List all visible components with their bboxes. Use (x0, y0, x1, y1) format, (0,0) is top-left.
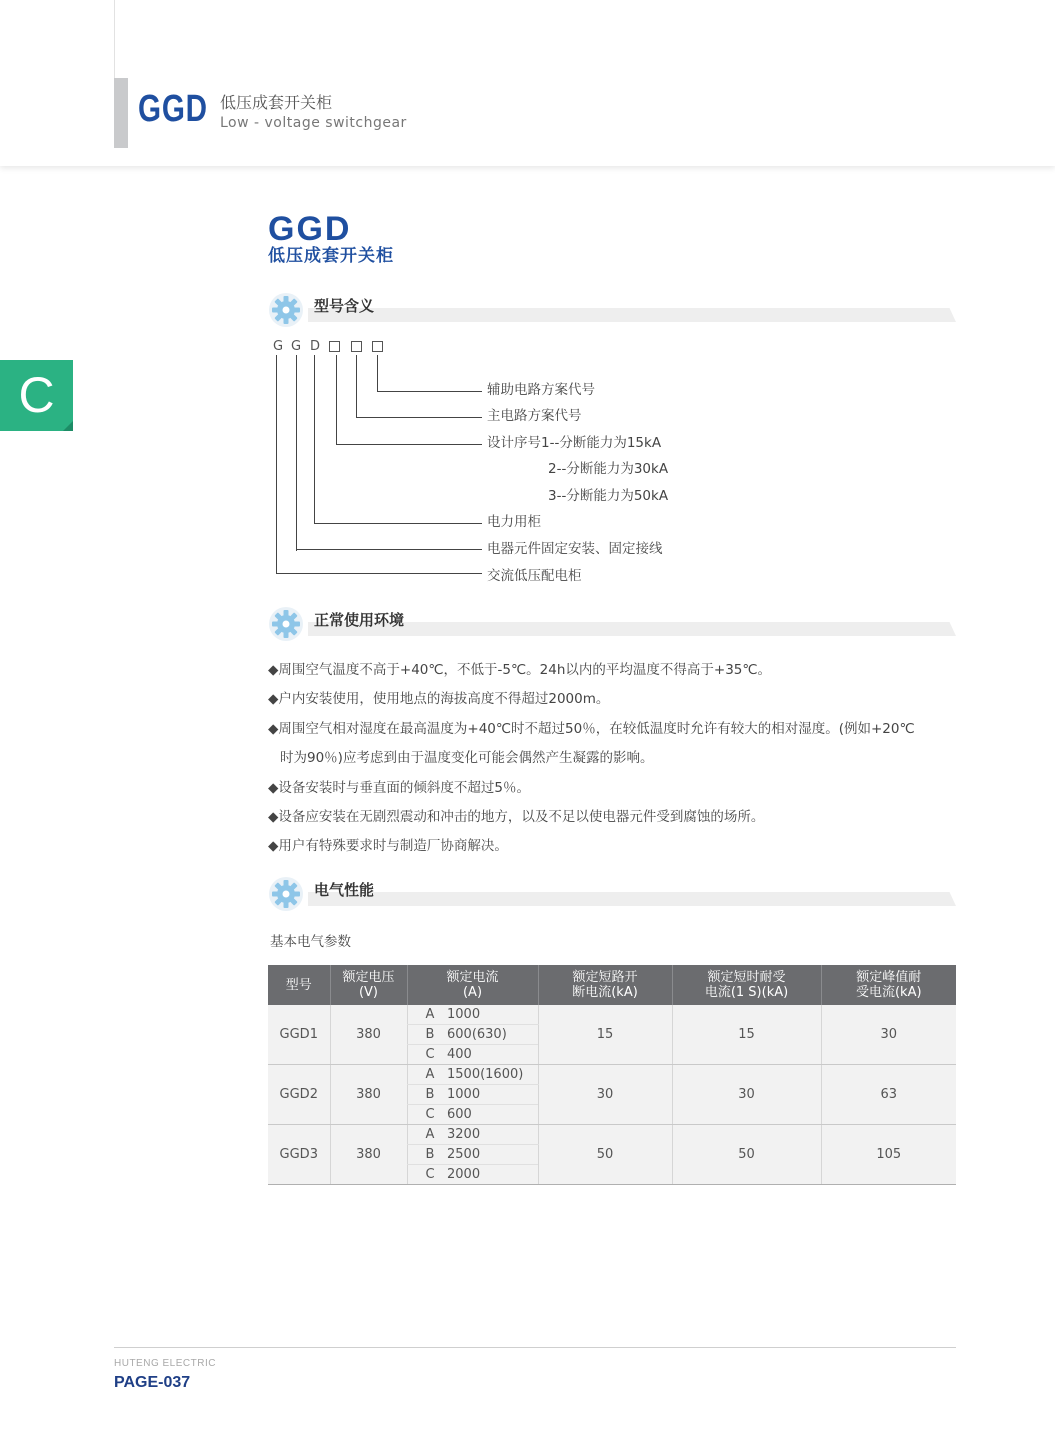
diagram-line (336, 444, 482, 445)
cell-grade: B (407, 1145, 429, 1165)
diagram-line (314, 355, 315, 524)
table-row (268, 1005, 956, 1025)
cell-current: 400 (429, 1045, 538, 1065)
cell-current: 1500(1600) (429, 1065, 538, 1085)
cell-model: GGD3 (268, 1125, 330, 1185)
environment-item: ◆周围空气相对湿度在最高温度为+40℃时不超过50％，在较低温度时允许有较大的相对湿度。(例如+20℃ (268, 721, 915, 737)
header-title-en: Low - voltage switchgear (220, 115, 407, 131)
header-title-cn: 低压成套开关柜 (220, 93, 333, 112)
diagram-line (276, 355, 277, 573)
code-letter-d: D (310, 339, 321, 354)
code-letter-g1: G (273, 339, 284, 354)
code-meaning: 3--分断能力为50kA (548, 488, 669, 504)
cell-peak: 105 (821, 1125, 956, 1185)
header-current: 额定电流 (A) (407, 965, 538, 1005)
cell-current: 600(630) (429, 1025, 538, 1045)
section-electrical (268, 874, 956, 914)
section-title: 电气性能 (314, 881, 375, 899)
cell-grade: A (407, 1005, 429, 1025)
environment-item: ◆周围空气温度不高于+40℃，不低于-5℃。24h以内的平均温度不得高于+35℃。 (268, 662, 772, 678)
code-box-2 (351, 341, 362, 352)
section-title: 型号含义 (314, 297, 375, 315)
cell-voltage: 380 (330, 1005, 407, 1065)
header-model: 型号 (268, 965, 330, 1005)
section-rule (308, 308, 956, 322)
code-letter-g2: G (291, 339, 302, 354)
section-environment (268, 604, 956, 644)
section-title: 正常使用环境 (314, 611, 405, 629)
header-breaking: 额定短路开 断电流(kA) (538, 965, 672, 1005)
diagram-line (356, 355, 357, 418)
product-model: GGD (268, 210, 352, 248)
diagram-line (314, 523, 482, 524)
section-rule (308, 892, 956, 906)
section-rule (308, 622, 956, 636)
cell-current: 1000 (429, 1085, 538, 1105)
cell-grade: C (407, 1045, 429, 1065)
cell-current: 2500 (429, 1145, 538, 1165)
cell-grade: A (407, 1125, 429, 1145)
cell-short-time: 50 (672, 1125, 821, 1185)
diagram-line (296, 355, 297, 551)
cell-breaking: 50 (538, 1125, 672, 1185)
environment-item: ◆设备应安装在无剧烈震动和冲击的地方，以及不足以使电器元件受到腐蚀的场所。 (268, 809, 765, 825)
chapter-letter: C (18, 367, 55, 423)
header-voltage: 额定电压 (V) (330, 965, 407, 1005)
cell-model: GGD1 (268, 1005, 330, 1065)
code-meaning: 电器元件固定安装、固定接线 (487, 541, 663, 557)
cell-grade: B (407, 1025, 429, 1045)
code-meaning: 主电路方案代号 (487, 408, 582, 424)
table-caption: 基本电气参数 (270, 934, 351, 950)
header-peak: 额定峰值耐 受电流(kA) (821, 965, 956, 1005)
cell-voltage: 380 (330, 1125, 407, 1185)
cell-grade: B (407, 1085, 429, 1105)
gear-icon (268, 876, 304, 912)
cell-peak: 30 (821, 1005, 956, 1065)
table-header-row (268, 965, 956, 1005)
diagram-line (356, 417, 482, 418)
code-meaning: 2--分断能力为30kA (548, 461, 669, 477)
cell-grade: C (407, 1165, 429, 1185)
environment-item: ◆用户有特殊要求时与制造厂协商解决。 (268, 838, 508, 854)
code-meaning: 辅助电路方案代号 (487, 382, 595, 398)
cell-breaking: 15 (538, 1005, 672, 1065)
page-header (0, 0, 1055, 166)
cell-grade: C (407, 1105, 429, 1125)
table-row (268, 1065, 956, 1085)
section-model-meaning (268, 290, 956, 330)
header-divider (114, 0, 115, 78)
code-meaning: 设计序号1--分断能力为15kA (487, 435, 662, 451)
diagram-line (276, 573, 482, 574)
header-accent-bar (114, 78, 128, 148)
cell-voltage: 380 (330, 1065, 407, 1125)
code-meaning: 电力用柜 (487, 514, 541, 530)
footer-rule (114, 1347, 956, 1348)
gear-icon (268, 606, 304, 642)
cell-current: 2000 (429, 1165, 538, 1185)
cell-current: 3200 (429, 1125, 538, 1145)
header-model: GGD (138, 88, 208, 130)
gear-icon (268, 292, 304, 328)
environment-item-continued: 时为90％)应考虑到由于温度变化可能会偶然产生凝露的影响。 (280, 750, 654, 766)
diagram-line (377, 391, 482, 392)
cell-current: 600 (429, 1105, 538, 1125)
footer-company: HUTENG ELECTRIC (114, 1358, 216, 1369)
code-meaning: 交流低压配电柜 (487, 568, 582, 584)
code-box-1 (329, 341, 340, 352)
cell-current: 1000 (429, 1005, 538, 1025)
diagram-line (296, 549, 482, 550)
cell-model: GGD2 (268, 1065, 330, 1125)
code-box-3 (372, 341, 383, 352)
product-name: 低压成套开关柜 (268, 246, 394, 266)
chapter-tab (0, 360, 73, 431)
cell-peak: 63 (821, 1065, 956, 1125)
cell-short-time: 15 (672, 1005, 821, 1065)
cell-short-time: 30 (672, 1065, 821, 1125)
environment-item: ◆户内安装使用，使用地点的海拔高度不得超过2000m。 (268, 691, 610, 707)
page-number: PAGE-037 (114, 1374, 191, 1391)
environment-item: ◆设备安装时与垂直面的倾斜度不超过5％。 (268, 780, 530, 796)
table-row (268, 1125, 956, 1145)
diagram-line (377, 355, 378, 392)
cell-breaking: 30 (538, 1065, 672, 1125)
header-short-time: 额定短时耐受 电流(1 S)(kA) (672, 965, 821, 1005)
diagram-line (336, 355, 337, 445)
electrical-spec-table (268, 965, 956, 1185)
cell-grade: A (407, 1065, 429, 1085)
